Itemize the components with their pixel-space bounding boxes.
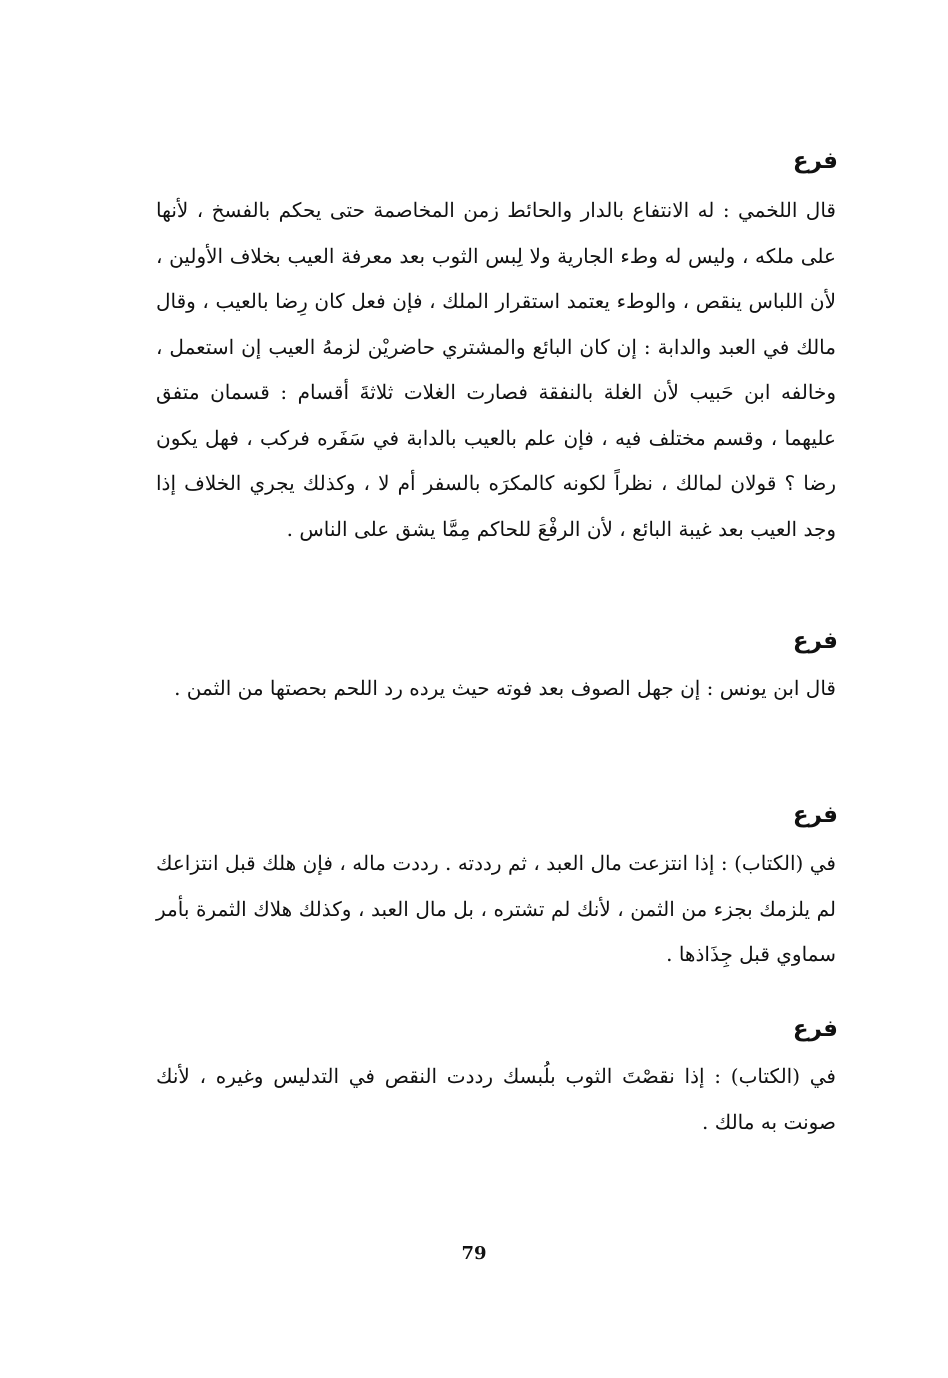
section-paragraph-2-block [156, 666, 836, 712]
section-paragraph-4: في (الكتاب) : إذا نقصْتَ الثوب بلُبسك رددت النقص في التدليس وغيره ، لأنك صونت به مالك . [156, 1064, 836, 1134]
section-paragraph-4-block [156, 1054, 836, 1145]
section-paragraph-3: في (الكتاب) : إذا انتزعت مال العبد ، ثم رددته . رددت ماله ، فإن هلك قبل انتزاعك لم يلزمك بجزء من الثمن ، لأنك لم تشتره ، بل مال العبد ، وكذلك هلاك الثمرة بأمر سماوي قبل جِذَاذها . [156, 851, 836, 966]
section-paragraph-1: قال اللخمي : له الانتفاع بالدار والحائط زمن المخاصمة حتى يحكم بالفسخ ، لأنها على ملكه ، وليس له وطء الجارية ولا لِبس الثوب بعد معرفة العيب بخلاف الأولين ، لأن اللباس ينقص ، والوطء يعتمد استقرار الملك ، فإن فعل كان رِضا بالعيب ، وقال مالك في العبد والدابة : إن كان البائع والمشتري حاضريْن لزمهُ العيب إن استعمل ، وخالفه ابن حَبيب لأن الغلة بالنفقة فصارت الغلات ثلاثةَ أقسام : قسمان متفق عليهما ، وقسم مختلف فيه ، فإن علم بالعيب بالدابة في سَفَره فركب ، فهل يكون رضا ؟ قولان لمالك ، نظراً لكونه كالمكرَه بالسفر أم لا ، وكذلك يجري الخلاف إذا وجد العيب بعد غيبة البائع ، لأن الرفْعَ للحاكم مِمَّا يشق على الناس . [156, 198, 836, 541]
section-paragraph-1-block [156, 188, 836, 552]
section-heading-2: فرع [792, 628, 838, 654]
section-paragraph-3-block [156, 841, 836, 978]
section-heading-4: فرع [792, 1016, 838, 1042]
section-heading-1: فرع [792, 148, 838, 174]
section-paragraph-2: قال ابن يونس : إن جهل الصوف بعد فوته حيث يرده رد اللحم بحصتها من الثمن . [174, 676, 836, 700]
page-number: 79 [461, 1243, 487, 1264]
section-heading-3: فرع [792, 802, 838, 828]
